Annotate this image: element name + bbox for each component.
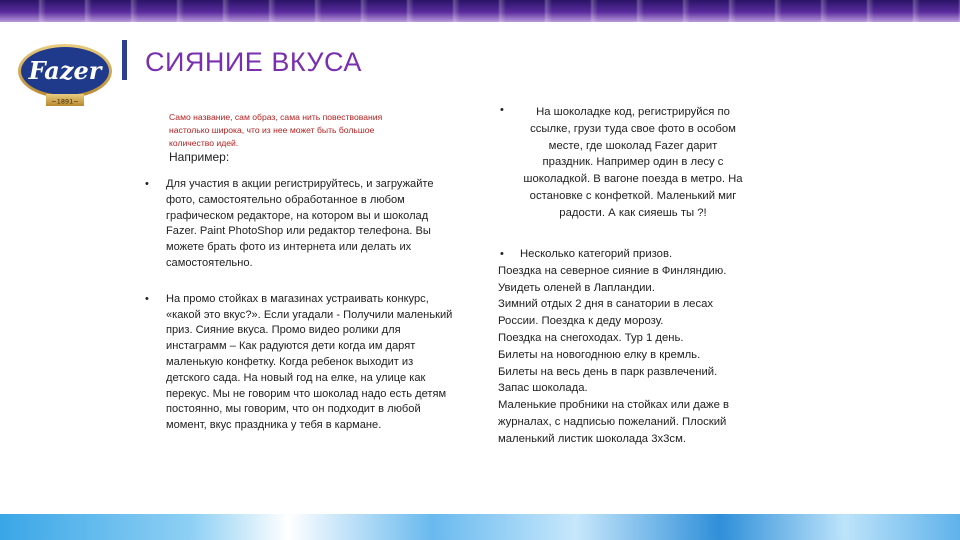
prize-line: Билеты на новогоднюю елку в кремль. bbox=[498, 348, 701, 361]
prizes-section bbox=[498, 246, 778, 448]
bullet-icon: • bbox=[145, 292, 149, 305]
prize-line: Маленькие пробники на стойках или даже в bbox=[498, 399, 730, 412]
intro-text: Само название, сам образ, сама нить повествования настолько широка, что из нее может быть большое количество идей. bbox=[169, 112, 383, 148]
slide-title: СИЯНИЕ ВКУСА bbox=[145, 47, 362, 77]
prize-line: маленький листик шоколада 3х3см. bbox=[498, 432, 686, 445]
bullet-icon: • bbox=[500, 248, 504, 260]
bullet-icon: • bbox=[145, 178, 149, 190]
prizes-heading-text: Несколько категорий призов. bbox=[520, 248, 673, 260]
bottom-decorative-band bbox=[0, 514, 960, 540]
right-bullet bbox=[500, 104, 770, 222]
list-item bbox=[145, 292, 455, 434]
prize-line: Зимний отдых 2 дня в санатории в лесах bbox=[498, 298, 714, 311]
prize-line: журналах, с надписью пожеланий. Плоский bbox=[498, 415, 727, 428]
logo-brand-text: Fazer bbox=[28, 56, 102, 85]
logo-year-text: ~1891~ bbox=[51, 97, 79, 106]
right-bullet-text: На шоколадке код, регистрируйся по ссылке, грузи туда свое фото в особом месте, где шоколад Fazer дарит праздник. Например один в лесу с шоколадкой. В вагоне поезда в метро. На остановке с конфеткой. Маленький миг радости. А как сияешь ты ?! bbox=[523, 106, 743, 219]
prize-line: Поездка на снегоходах. Тур 1 день. bbox=[498, 331, 684, 344]
bullet-icon: • bbox=[500, 104, 504, 116]
example-label: Например: bbox=[169, 150, 230, 164]
bullet-text: Для участия в акции регистрируйтесь, и загружайте фото, самостоятельно обработанное в любом графическом редакторе, на котором вы и шоколад Fazer. Paint PhotoShop или редактор телефона. Вы можете брать фото из интернета или делать их самостоятельно. bbox=[166, 178, 434, 269]
bullet-text: На промо стойках в магазинах устраивать конкурс, «какой это вкус?». Если угадали - Получили маленький приз. Сияние вкуса. Промо видео ролики для инстаграмм – Как радуются дети когда им дарят маленькую конфетку. Когда ребенок выходит из детского сада. На новый год на елке, на улице как перекус. Мы не говорим что шоколад надо есть детям постоянно, мы говорим, что он подходит в любой момент, вкус праздника у тебя в кармане. bbox=[166, 292, 453, 432]
fazer-logo bbox=[16, 40, 114, 110]
prize-line: Поездка на северное сияние в Финляндию. bbox=[498, 264, 727, 277]
left-bullet-list bbox=[145, 177, 455, 434]
list-item bbox=[145, 177, 455, 272]
prizes-heading bbox=[498, 246, 778, 263]
prize-line: России. Поездка к деду морозу. bbox=[498, 315, 664, 328]
top-decorative-band bbox=[0, 0, 960, 22]
title-accent-bar bbox=[122, 40, 127, 80]
prize-line: Запас шоколада. bbox=[498, 382, 588, 395]
prize-line: Увидеть оленей в Лапландии. bbox=[498, 281, 655, 294]
prize-line: Билеты на весь день в парк развлечений. bbox=[498, 365, 718, 378]
